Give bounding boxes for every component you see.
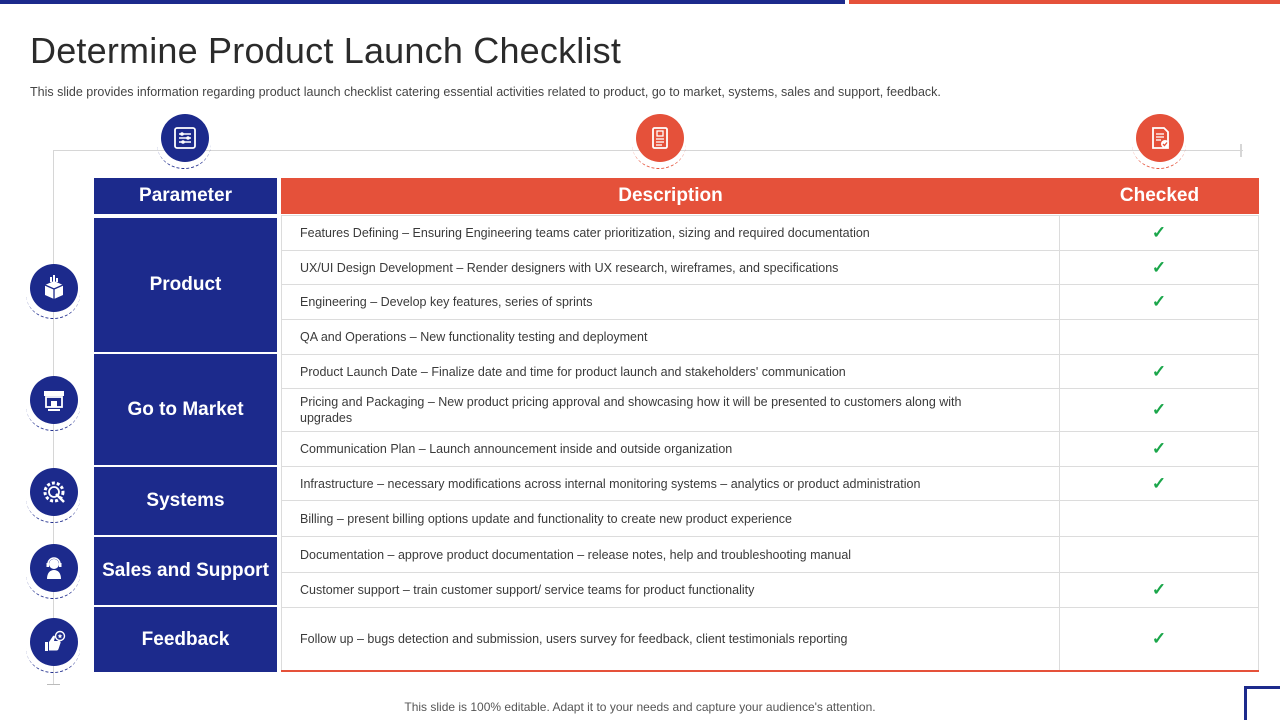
- row-checkmark: ✓: [1060, 251, 1259, 284]
- table-row: [281, 431, 1259, 466]
- row-checkmark: ✓: [1060, 467, 1259, 500]
- thumbs-up-feedback-icon: [30, 618, 78, 666]
- headset-agent-icon: [30, 544, 78, 592]
- table-row: [281, 250, 1259, 284]
- table-row: [281, 215, 1259, 250]
- row-description: Communication Plan – Launch announcement inside and outside organization: [281, 432, 1060, 466]
- row-checkmark: ✓: [1060, 355, 1259, 388]
- column-header-parameter: Parameter: [94, 178, 277, 214]
- top-accent-bar-red: [849, 0, 1280, 4]
- table-row: [281, 466, 1259, 500]
- corner-decoration: [1244, 686, 1280, 720]
- page-subtitle: This slide provides information regarding product launch checklist catering essential activities related to product, go to market, systems, sales and support, feedback.: [30, 85, 941, 99]
- parameter-cell-feedback: Feedback: [94, 607, 277, 672]
- table-row: [281, 354, 1259, 388]
- row-description: Pricing and Packaging – New product pricing approval and showcasing how it will be presented to customers along with upgrades: [281, 389, 1060, 431]
- top-accent-bar-blue: [0, 0, 845, 4]
- table-bottom-border: [281, 670, 1259, 672]
- row-description: Follow up – bugs detection and submission, users survey for feedback, client testimonials reporting: [281, 608, 1060, 670]
- table-row: [281, 572, 1259, 607]
- row-checkmark: ✓: [1060, 216, 1259, 250]
- parameter-cell-sales-and-support: Sales and Support: [94, 537, 277, 605]
- row-description: Engineering – Develop key features, series of sprints: [281, 285, 1060, 319]
- gear-wrench-icon: [30, 468, 78, 516]
- row-description: Infrastructure – necessary modifications across internal monitoring systems – analytics or product administration: [281, 467, 1060, 500]
- connector-line-end: [1240, 144, 1242, 157]
- approved-document-icon: [1136, 114, 1184, 162]
- table-row: [281, 284, 1259, 319]
- column-header-checked: Checked: [1060, 178, 1259, 214]
- row-checkmark: [1060, 501, 1259, 536]
- column-header-description: Description: [281, 178, 1060, 214]
- parameter-cell-systems: Systems: [94, 467, 277, 535]
- document-box-icon: [636, 114, 684, 162]
- row-description: QA and Operations – New functionality testing and deployment: [281, 320, 1060, 354]
- row-checkmark: [1060, 320, 1259, 354]
- product-box-icon: [30, 264, 78, 312]
- table-row: [281, 536, 1259, 572]
- row-checkmark: ✓: [1060, 608, 1259, 670]
- table-row: [281, 319, 1259, 354]
- row-checkmark: ✓: [1060, 432, 1259, 466]
- row-checkmark: ✓: [1060, 389, 1259, 431]
- sliders-settings-icon: [161, 114, 209, 162]
- row-checkmark: ✓: [1060, 285, 1259, 319]
- row-description: Customer support – train customer support/ service teams for product functionality: [281, 573, 1060, 607]
- parameter-cell-go-to-market: Go to Market: [94, 354, 277, 465]
- row-checkmark: ✓: [1060, 573, 1259, 607]
- parameter-cell-product: Product: [94, 218, 277, 352]
- storefront-icon: [30, 376, 78, 424]
- footer-note: This slide is 100% editable. Adapt it to your needs and capture your audience's attention.: [404, 700, 876, 714]
- table-row: [281, 388, 1259, 431]
- row-description: Product Launch Date – Finalize date and time for product launch and stakeholders' communication: [281, 355, 1060, 388]
- connector-line-foot: [47, 684, 60, 685]
- row-description: Features Defining – Ensuring Engineering teams cater prioritization, sizing and required documentation: [281, 216, 1060, 250]
- row-description: Billing – present billing options update and functionality to create new product experience: [281, 501, 1060, 536]
- row-description: Documentation – approve product documentation – release notes, help and troubleshooting manual: [281, 537, 1060, 572]
- table-row: [281, 500, 1259, 536]
- row-description: UX/UI Design Development – Render designers with UX research, wireframes, and specifications: [281, 251, 1060, 284]
- table-row: [281, 607, 1259, 670]
- page-title: Determine Product Launch Checklist: [30, 30, 622, 71]
- row-checkmark: [1060, 537, 1259, 572]
